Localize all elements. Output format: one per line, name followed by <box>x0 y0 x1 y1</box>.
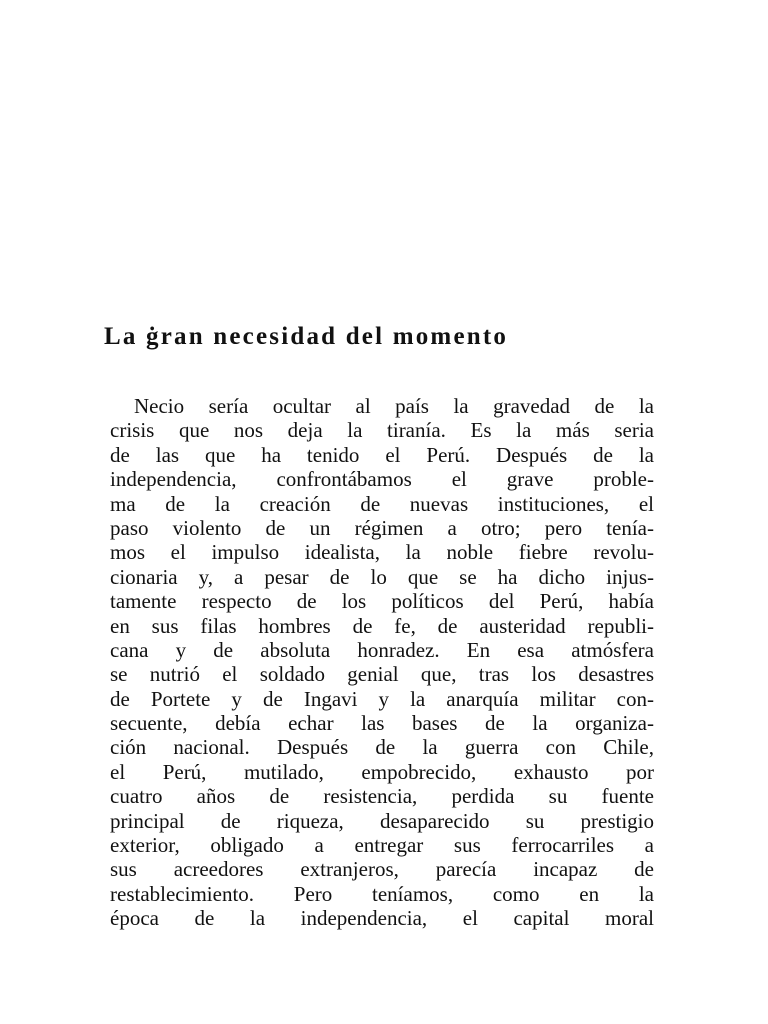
text-line: tamente respecto de los políticos del Perú, había <box>110 589 654 614</box>
text-line: se nutrió el soldado genial que, tras los desastres <box>110 662 654 687</box>
text-line: ción nacional. Después de la guerra con Chile, <box>110 735 654 760</box>
chapter-title: La ġran necesidad del momento <box>104 323 509 350</box>
text-line: cionaria y, a pesar de lo que se ha dicho injus- <box>110 564 654 589</box>
text-line: independencia, confrontábamos el grave proble- <box>110 467 654 492</box>
text-line: de Portete y de Ingavi y la anarquía militar con- <box>110 686 654 711</box>
text-line: cuatro años de resistencia, perdida su fuente <box>110 784 654 809</box>
text-line: ma de la creación de nuevas instituciones, el <box>110 491 654 516</box>
text-line: mos el impulso idealista, la noble fiebre revolu- <box>110 540 654 565</box>
text-line: época de la independencia, el capital moral <box>110 906 654 931</box>
text-line: secuente, debía echar las bases de la organiza- <box>110 711 654 736</box>
text-line: Necio sería ocultar al país la gravedad de la <box>134 394 654 418</box>
text-line: principal de riqueza, desaparecido su prestigio <box>110 808 654 833</box>
text-line: crisis que nos deja la tiranía. Es la más seria <box>110 418 654 443</box>
text-line: sus acreedores extranjeros, parecía incapaz de <box>110 857 654 882</box>
text-line: exterior, obligado a entregar sus ferrocarriles a <box>110 833 654 858</box>
text-line: en sus filas hombres de fe, de austeridad republi- <box>110 613 654 638</box>
text-line: paso violento de un régimen a otro; pero tenía- <box>110 515 654 540</box>
text-line: de las que ha tenido el Perú. Después de la <box>110 442 654 467</box>
text-line: cana y de absoluta honradez. En esa atmósfera <box>110 637 654 662</box>
body-paragraph <box>110 394 654 931</box>
text-line: restablecimiento. Pero teníamos, como en la <box>110 881 654 906</box>
text-line: el Perú, mutilado, empobrecido, exhausto por <box>110 759 654 784</box>
